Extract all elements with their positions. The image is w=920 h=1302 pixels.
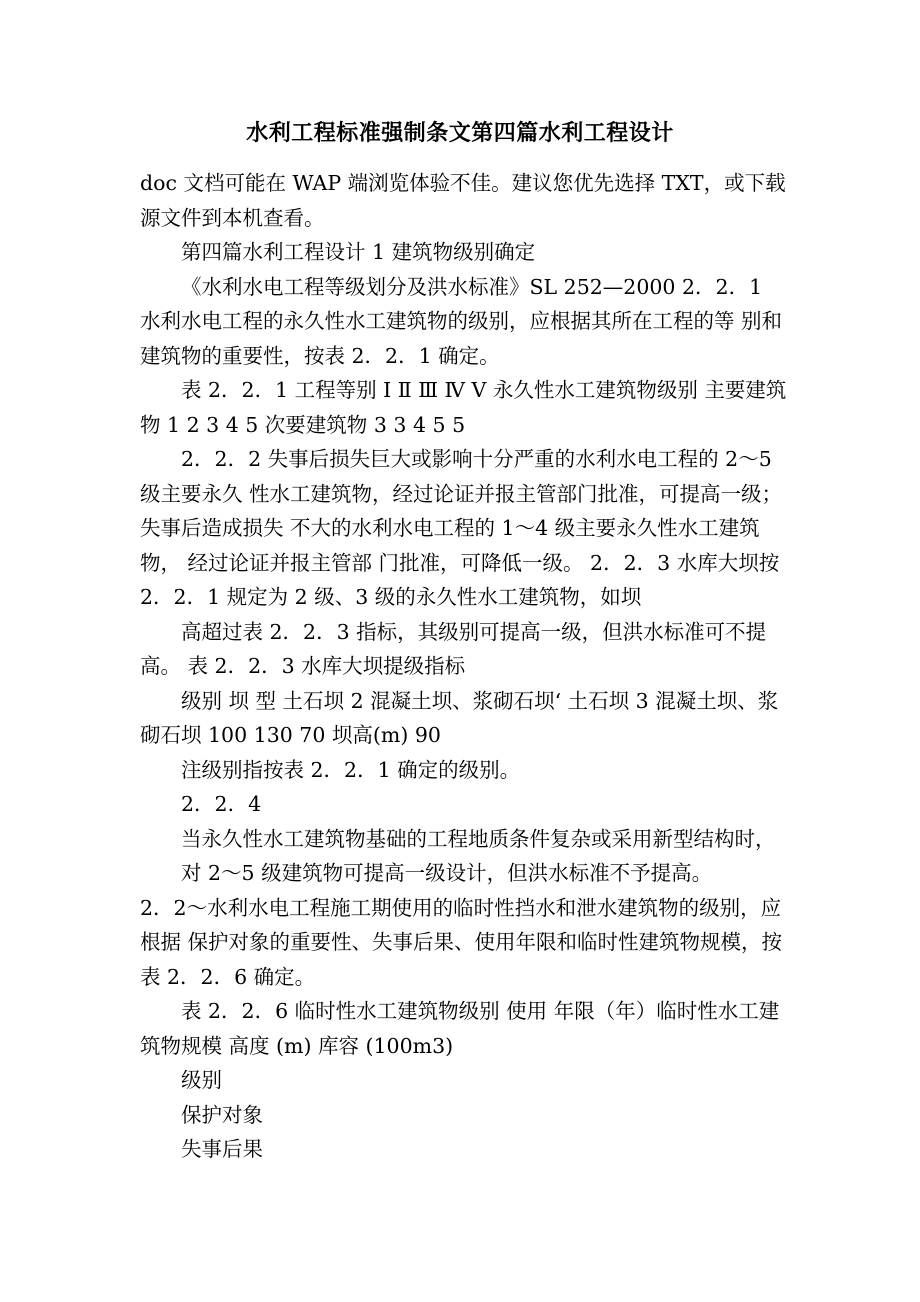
document-body (140, 166, 788, 1167)
document-title: 水利工程标准强制条文第四篇水利工程设计 (246, 121, 674, 146)
paragraph-section-heading: 第四篇水利工程设计 1 建筑物级别确定 (181, 240, 536, 264)
paragraph-standard-2-2-1: 《水利水电工程等级划分及洪水标准》SL 252—2000 2．2．1 水利水电工程的永久性水工建筑物的级别，应根据其所在工程的等 别和建筑物的重要性，按表 2．2．1 确定。 (140, 274, 783, 368)
paragraph-2-2-2: 2．2．2 失事后损失巨大或影响十分严重的水利水电工程的 2～5 级主要永久 性水工建筑物，经过论证并报主管部门批准，可提高一级；失事后造成损失 不大的水利水电工程的 1～4 级主要永久性水工建筑物， 经过论证并报主管部 门批准，可降低一级。 2．2．3 水库大坝按 2．2．1 规定为 2 级、3 级的永久性水工建筑物，如坝 (140, 447, 783, 609)
paragraph-2-2-4-number: 2．2．4 (181, 792, 262, 816)
table-header-level: 级别 (181, 1068, 222, 1092)
paragraph-table-2-2-3-content: 级别 坝 型 土石坝 2 混凝土坝、浆砌石坝‘ 土石坝 3 混凝土坝、浆砌石坝 100 130 70 坝高(m) 90 (140, 688, 779, 747)
paragraph-2-2-3: 高超过表 2．2．3 指标，其级别可提高一级，但洪水标准可不提高。 表 2．2．3 水库大坝提级指标 (140, 619, 767, 678)
table-header-protected-object: 保护对象 (181, 1102, 263, 1127)
table-header-failure-consequence: 失事后果 (181, 1137, 263, 1161)
paragraph-note: 注级别指按表 2．2．1 确定的级别。 (181, 757, 521, 782)
paragraph-table-2-2-1: 表 2．2．1 工程等别 Ⅰ Ⅱ Ⅲ Ⅳ Ⅴ 永久性水工建筑物级别 主要建筑物 1 2 3 4 5 次要建筑物 3 3 4 5 5 (140, 378, 787, 437)
paragraph-2-2-temporary: 2．2～水利水电工程施工期使用的临时性挡水和泄水建筑物的级别，应根据 保护对象的重要性、失事后果、使用年限和临时性建筑物规模，按表 2．2．6 确定。 (140, 895, 783, 989)
paragraph-2-2-4-text: 当永久性水工建筑物基础的工程地质条件复杂或采用新型结构时， (181, 826, 776, 851)
paragraph-2-2-4-cont: 对 2～5 级建筑物可提高一级设计，但洪水标准不予提高。 (181, 861, 713, 885)
paragraph-notice: doc 文档可能在 WAP 端浏览体验不佳。建议您优先选择 TXT，或下载源文件到本机查看。 (140, 171, 786, 230)
paragraph-table-2-2-6: 表 2．2．6 临时性水工建筑物级别 使用 年限（年）临时性水工建筑物规模 高度 (m) 库容 (100m3) (140, 999, 780, 1058)
